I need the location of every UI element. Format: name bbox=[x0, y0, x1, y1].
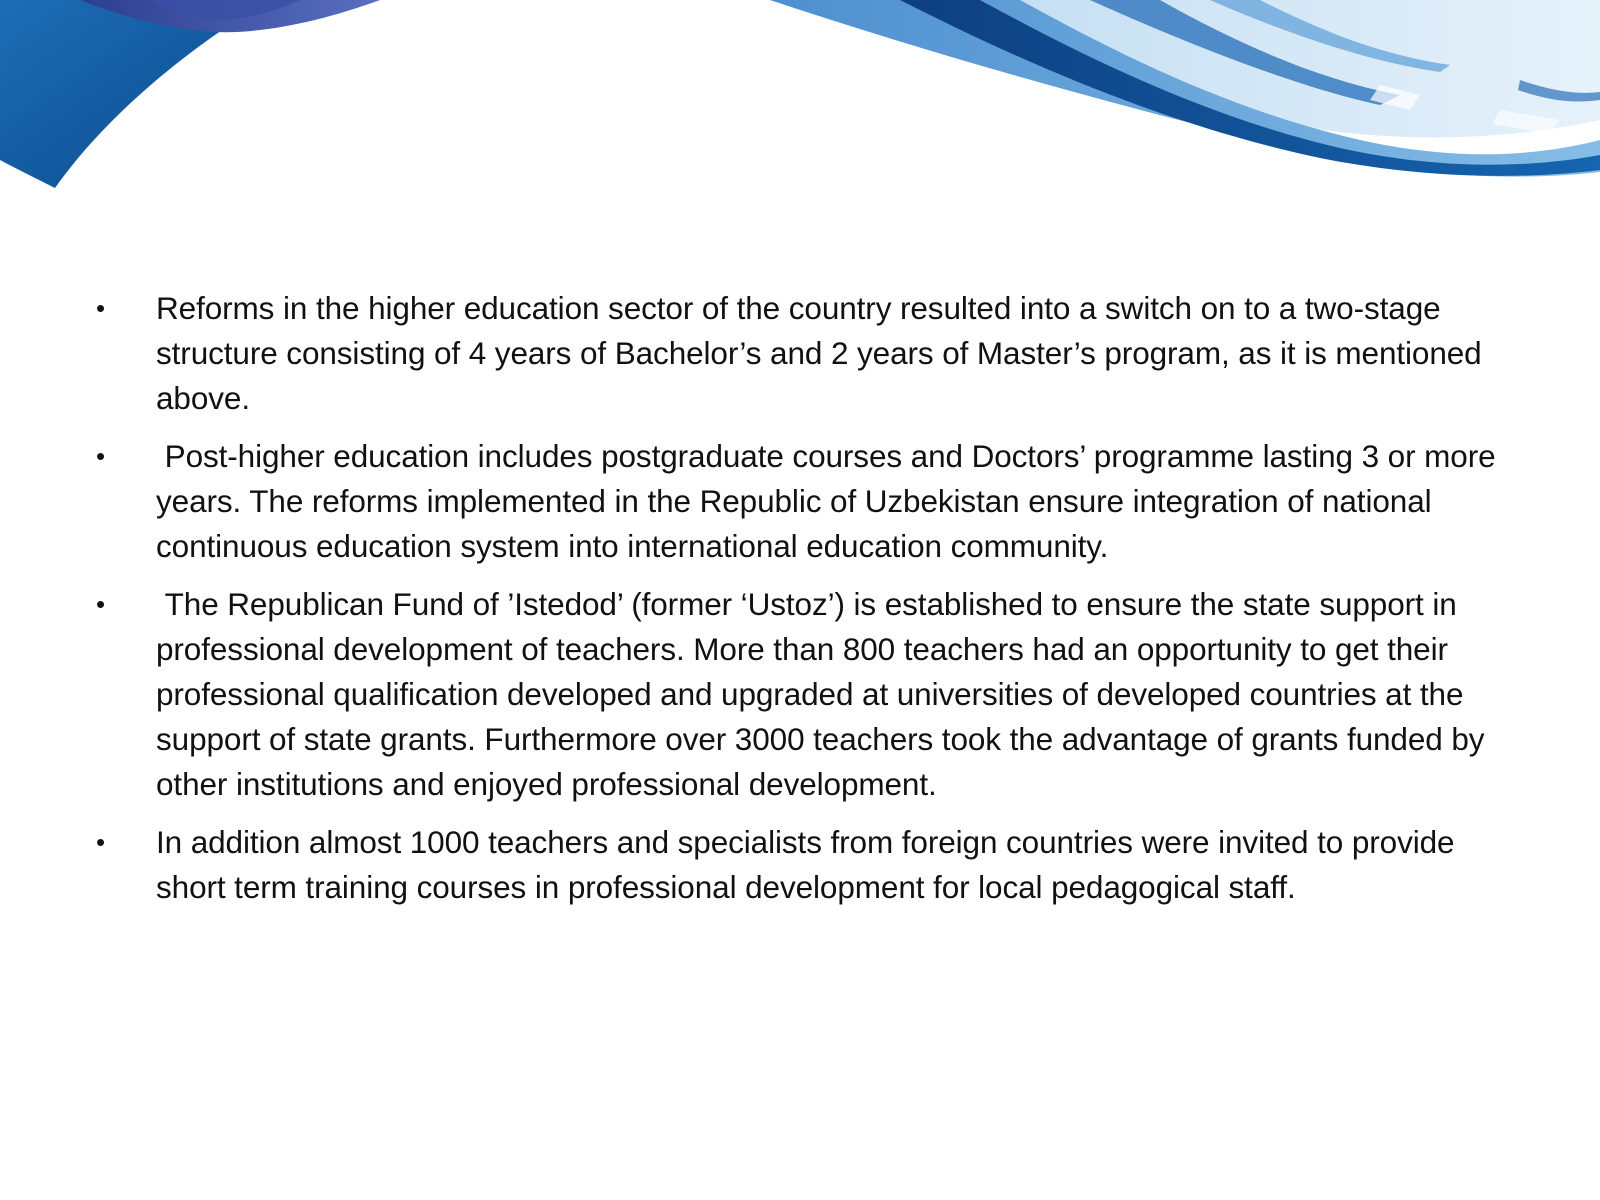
bullet-text: In addition almost 1000 teachers and specialists from foreign countries were invited to provide short term training courses in professional development for local pedagogical staff. bbox=[156, 824, 1464, 905]
bullet-marker: • bbox=[96, 293, 106, 323]
bullet-text: Reforms in the higher education sector of the country resulted into a switch on to a two-stage structure consisting of 4 years of Bachelor’s and 2 years of Master’s program, as it is mentioned above. bbox=[156, 290, 1491, 416]
bullet-text: The Republican Fund of ’Istedod’ (former ‘Ustoz’) is established to ensure the state support in professional development of teachers. More than 800 teachers had an opportunity to get their professional qualification developed and upgraded at universities of developed countries at the support of state grants. Furthermore over 3000 teachers took the advantage of grants funded by other institutions and enjoyed professional development. bbox=[156, 586, 1494, 802]
bullet-text: Post-higher education includes postgraduate courses and Doctors’ programme lasting 3 or more years. The reforms implemented in the Republic of Uzbekistan ensure integration of national continuous education system into international education community. bbox=[156, 438, 1505, 564]
decorative-wave-right bbox=[760, 0, 1600, 190]
bullet-marker: • bbox=[96, 589, 106, 619]
bullet-list bbox=[90, 286, 1510, 923]
bullet-marker: • bbox=[96, 827, 106, 857]
bullet-item bbox=[90, 286, 1510, 421]
bullet-item bbox=[90, 582, 1510, 807]
bullet-item bbox=[90, 434, 1510, 569]
bullet-item bbox=[90, 820, 1510, 910]
bullet-marker: • bbox=[96, 441, 106, 471]
decorative-wave-left bbox=[0, 0, 420, 200]
